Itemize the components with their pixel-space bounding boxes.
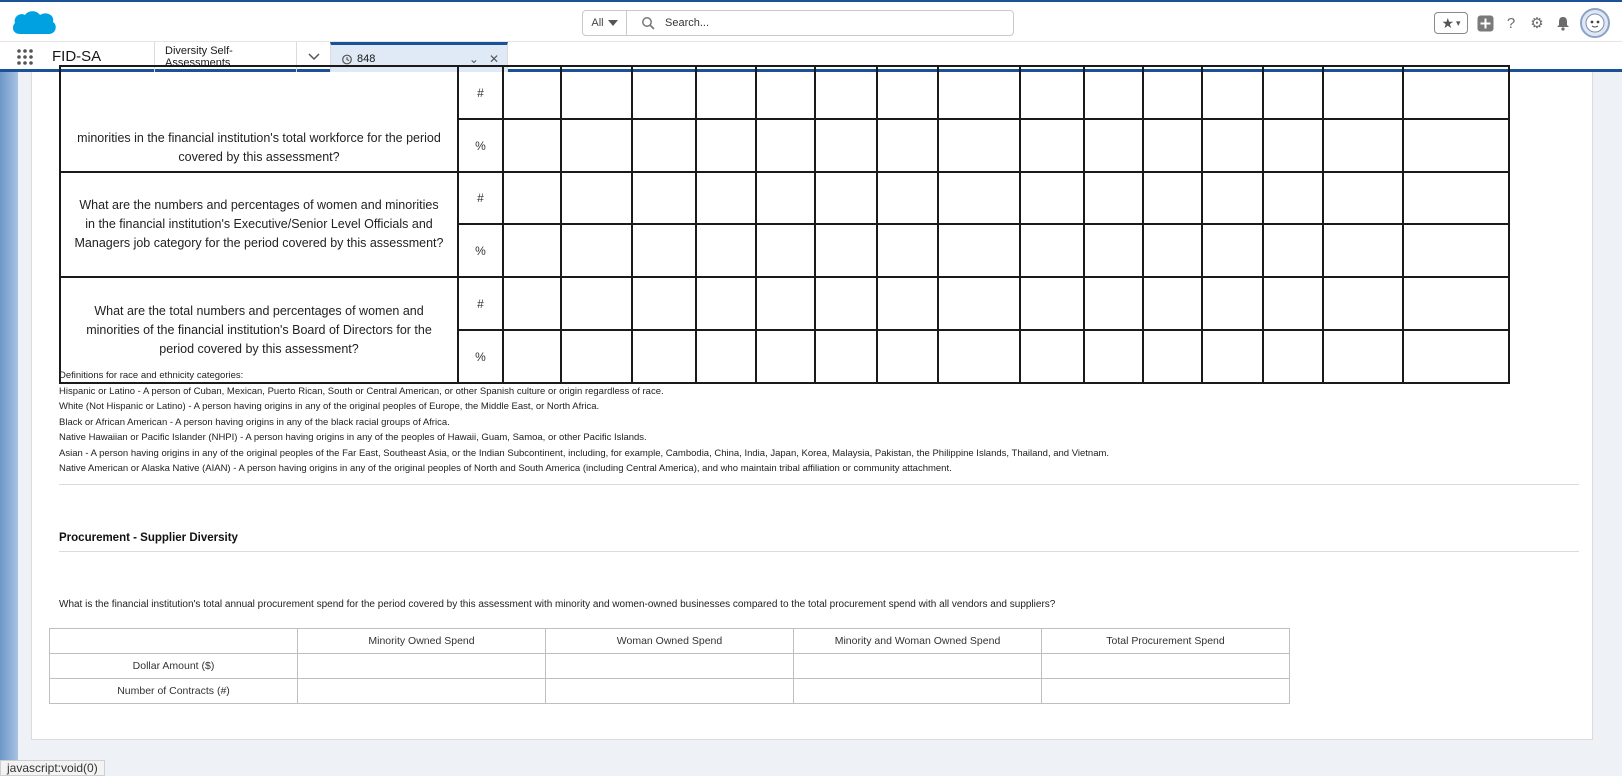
salesforce-logo-icon[interactable] (10, 8, 58, 38)
table-cell[interactable] (1323, 172, 1403, 224)
table-cell[interactable] (938, 277, 1020, 330)
table-cell[interactable] (561, 66, 632, 119)
definition-item: Hispanic or Latino - A person of Cuban, Mexican, Puerto Rican, South or Central American, or other Spanish culture or origin regardless of race. (59, 385, 664, 397)
record-detail-card[interactable] (31, 72, 1593, 740)
table-cell[interactable] (561, 277, 632, 330)
table-cell[interactable] (696, 172, 756, 224)
gear-icon[interactable]: ⚙ (1530, 15, 1544, 32)
table-cell[interactable] (815, 224, 877, 277)
table-cell[interactable] (546, 679, 794, 704)
chevron-down-icon[interactable]: ▾ (1456, 17, 1461, 28)
table-cell[interactable] (756, 172, 815, 224)
table-cell[interactable] (1020, 119, 1084, 172)
unit-cell: % (458, 224, 503, 277)
search-icon (641, 16, 655, 30)
table-cell[interactable] (756, 277, 815, 330)
favorites-button[interactable] (1434, 12, 1468, 34)
table-cell[interactable] (1202, 119, 1263, 172)
table-cell[interactable] (1202, 277, 1263, 330)
table-row (60, 277, 1509, 330)
unit-cell: % (458, 119, 503, 172)
unit-cell: # (458, 172, 503, 224)
table-cell[interactable] (1042, 679, 1290, 704)
bell-icon[interactable] (1554, 14, 1572, 32)
definition-item: Asian - A person having origins in any of the original peoples of the Far East, Southeast Asia, or the Indian Subcontinent, including, for example, Cambodia, China, India, Japan, Korea, Malaysia, Pakistan, the Philippine Islands, Thailand, and Vietnam. (59, 447, 1110, 459)
close-icon[interactable]: ✕ (488, 51, 499, 66)
chevron-down-icon (308, 53, 320, 61)
table-cell[interactable] (1403, 277, 1509, 330)
table-cell[interactable] (632, 66, 696, 119)
search-scope-dropdown[interactable] (583, 11, 627, 35)
table-cell[interactable] (1042, 654, 1290, 679)
corner-cell (50, 629, 298, 654)
column-header: Minority Owned Spend (298, 629, 546, 654)
table-cell[interactable] (1403, 172, 1509, 224)
table-cell[interactable] (877, 66, 938, 119)
race-definitions (59, 368, 1109, 477)
definitions-heading: Definitions for race and ethnicity categories: (59, 370, 244, 381)
table-cell[interactable] (877, 224, 938, 277)
table-cell[interactable] (632, 119, 696, 172)
table-cell[interactable] (1403, 66, 1509, 119)
workspace (0, 72, 1622, 764)
table-row (60, 172, 1509, 224)
avatar[interactable] (1580, 8, 1610, 38)
header-tools (1434, 8, 1610, 38)
table-cell[interactable] (1202, 66, 1263, 119)
table-cell[interactable] (1202, 224, 1263, 277)
table-cell[interactable] (756, 119, 815, 172)
divider (59, 484, 1579, 485)
table-cell[interactable] (1084, 66, 1143, 119)
definition-item: Native American or Alaska Native (AIAN) - A person having origins in any of the original peoples of North and South America (including Central America), and who maintain tribal affiliation or community attachment. (59, 463, 952, 474)
table-cell[interactable] (298, 679, 546, 704)
table-cell[interactable] (561, 119, 632, 172)
definition-item: White (Not Hispanic or Latino) - A person having origins in any of the original peoples of Europe, the Middle East, or North Africa. (59, 401, 600, 412)
table-cell[interactable] (1323, 224, 1403, 277)
table-cell[interactable] (1084, 119, 1143, 172)
table-cell[interactable] (877, 119, 938, 172)
row-label: Dollar Amount ($) (50, 654, 298, 679)
table-cell[interactable] (1403, 330, 1509, 383)
table-cell[interactable] (1263, 330, 1323, 383)
question-cell: What are the numbers and percentages of women and minorities in the financial institution's Executive/Senior Level Officials and Managers job category for the period covered by this assessment? (60, 172, 458, 277)
tab-label: 848 (357, 52, 376, 65)
search-scope-label: All (591, 17, 604, 29)
demographics-table (59, 65, 1510, 384)
unit-cell: # (458, 277, 503, 330)
table-cell[interactable] (1202, 330, 1263, 383)
search-input[interactable] (665, 17, 985, 29)
table-cell[interactable] (877, 277, 938, 330)
table-cell[interactable] (1202, 172, 1263, 224)
chevron-down-icon[interactable]: ⌄ (468, 51, 479, 66)
table-cell[interactable] (1143, 224, 1202, 277)
table-cell[interactable] (561, 172, 632, 224)
table-cell[interactable] (632, 172, 696, 224)
table-cell[interactable] (1403, 224, 1509, 277)
table-cell[interactable] (1263, 224, 1323, 277)
left-background-strip (0, 72, 18, 764)
app-name: FID-SA (52, 48, 102, 65)
table-cell[interactable] (696, 277, 756, 330)
table-cell[interactable] (756, 66, 815, 119)
link-preview-status: javascript:void(0) (0, 760, 105, 776)
global-search[interactable] (582, 10, 1014, 36)
tab-label: Diversity Self-Assessments (165, 45, 233, 69)
global-header (0, 0, 1622, 42)
table-cell[interactable] (546, 654, 794, 679)
table-cell[interactable] (1020, 277, 1084, 330)
table-cell[interactable] (503, 66, 561, 119)
table-cell[interactable] (1403, 119, 1509, 172)
table-cell[interactable] (815, 119, 877, 172)
table-cell[interactable] (756, 224, 815, 277)
column-header: Woman Owned Spend (546, 629, 794, 654)
divider (59, 551, 1579, 552)
procurement-table (49, 628, 1290, 704)
table-cell[interactable] (1084, 172, 1143, 224)
table-cell[interactable] (503, 119, 561, 172)
table-cell[interactable] (1323, 277, 1403, 330)
table-cell[interactable] (503, 172, 561, 224)
table-cell[interactable] (815, 172, 877, 224)
add-icon[interactable] (1476, 14, 1494, 32)
table-cell[interactable] (794, 654, 1042, 679)
table-cell[interactable] (1020, 172, 1084, 224)
table-cell[interactable] (1263, 277, 1323, 330)
chevron-down-icon (608, 20, 618, 26)
question-cell: minorities in the financial institution's total workforce for the period covered by this assessment? (60, 66, 458, 172)
page-bottom (0, 764, 1622, 776)
table-cell[interactable] (1143, 119, 1202, 172)
table-cell[interactable] (632, 277, 696, 330)
table-cell[interactable] (632, 224, 696, 277)
table-cell[interactable] (938, 119, 1020, 172)
column-header: Total Procurement Spend (1042, 629, 1290, 654)
table-cell[interactable] (815, 66, 877, 119)
unit-cell: % (458, 330, 503, 383)
table-cell[interactable] (1020, 66, 1084, 119)
table-cell[interactable] (1084, 224, 1143, 277)
question-cell: What are the total numbers and percentages of women and minorities of the financial institution's Board of Directors for the period covered by this assessment? (60, 277, 458, 383)
procurement-question: What is the financial institution's total annual procurement spend for the period covered by this assessment with minority and women-owned businesses compared to the total procurement spend with all vendors and suppliers? (59, 599, 1056, 610)
row-label: Number of Contracts (#) (50, 679, 298, 704)
section-title: Procurement - Supplier Diversity (59, 532, 238, 544)
table-cell[interactable] (696, 66, 756, 119)
help-icon[interactable]: ? (1506, 14, 1516, 32)
star-icon: ★ (1441, 14, 1455, 31)
table-cell[interactable] (794, 679, 1042, 704)
table-cell[interactable] (561, 224, 632, 277)
table-cell[interactable] (1263, 119, 1323, 172)
table-cell[interactable] (503, 224, 561, 277)
definition-item: Black or African American - A person having origins in any of the black racial groups of Africa. (59, 416, 450, 428)
table-cell[interactable] (938, 224, 1020, 277)
table-cell[interactable] (938, 66, 1020, 119)
table-cell[interactable] (1143, 66, 1202, 119)
table-cell[interactable] (1084, 277, 1143, 330)
table-cell[interactable] (1323, 66, 1403, 119)
table-cell[interactable] (815, 277, 877, 330)
table-cell[interactable] (696, 224, 756, 277)
table-cell[interactable] (1323, 330, 1403, 383)
table-cell[interactable] (877, 172, 938, 224)
definition-item: Native Hawaiian or Pacific Islander (NHPI) - A person having origins in any of the peoples of Hawaii, Guam, Samoa, or other Pacific Islands. (59, 432, 647, 443)
table-cell[interactable] (298, 654, 546, 679)
table-cell[interactable] (1143, 330, 1202, 383)
table-cell[interactable] (1143, 172, 1202, 224)
table-cell[interactable] (503, 277, 561, 330)
app-launcher-icon[interactable] (16, 48, 34, 66)
table-cell[interactable] (1263, 66, 1323, 119)
table-cell[interactable] (696, 119, 756, 172)
table-cell[interactable] (1143, 277, 1202, 330)
table-cell[interactable] (1323, 119, 1403, 172)
table-cell[interactable] (938, 172, 1020, 224)
table-cell[interactable] (1020, 224, 1084, 277)
clock-icon (341, 53, 353, 65)
table-cell[interactable] (1263, 172, 1323, 224)
table-row (60, 66, 1509, 119)
unit-cell: # (458, 66, 503, 119)
column-header: Minority and Woman Owned Spend (794, 629, 1042, 654)
